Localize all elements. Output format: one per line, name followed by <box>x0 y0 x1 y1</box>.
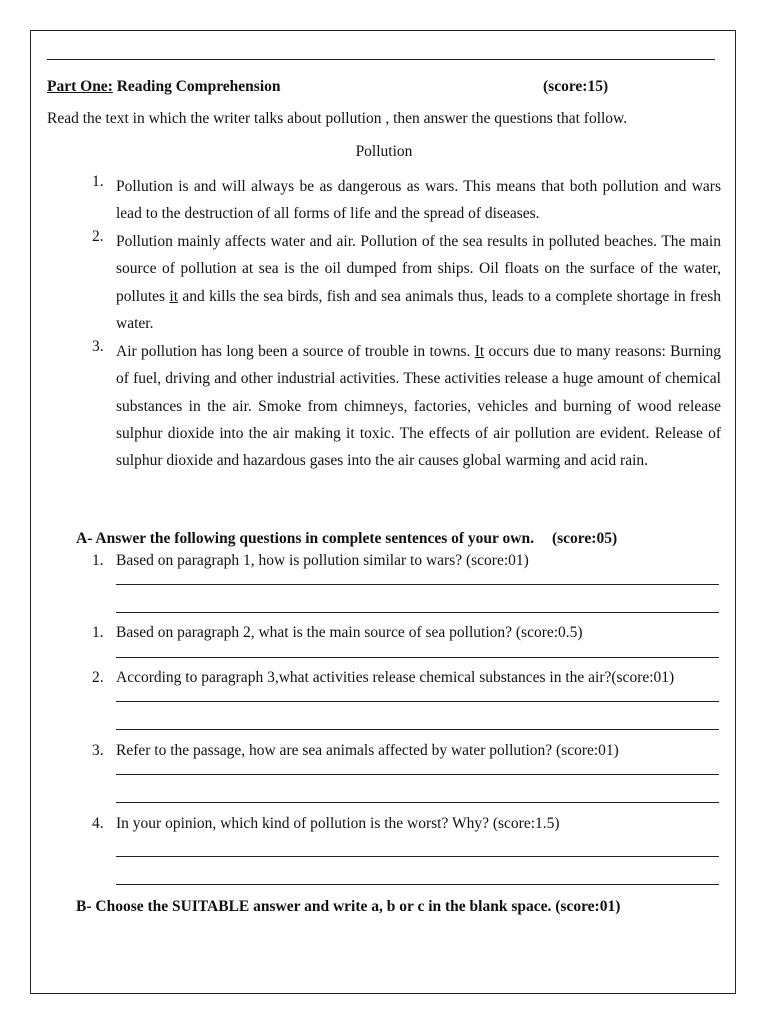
question-1: Based on paragraph 1, how is pollution similar to wars? (score:01) <box>116 552 529 569</box>
answer-line[interactable] <box>116 774 719 775</box>
question-number: 1. <box>92 624 104 641</box>
paragraph-text: and kills the sea birds, fish and sea animals thus, leads to a complete shortage in fresh water. <box>116 287 721 332</box>
question-2: Based on paragraph 2, what is the main source of sea pollution? (score:0.5) <box>116 624 583 641</box>
part-score: (score:15) <box>543 78 609 95</box>
underlined-reference: It <box>474 343 485 360</box>
part-header <box>47 78 715 96</box>
answer-line[interactable] <box>116 856 719 857</box>
answer-line[interactable] <box>116 612 719 613</box>
paragraph-text: Pollution mainly affects water and air. Pollution of the sea results in polluted beaches. The main source of pollution at sea is the oil dumped from ships. Oil floats on the surface of the water, pollutes <box>116 233 721 305</box>
answer-line[interactable] <box>116 584 719 585</box>
paragraph-text: Air pollution has long been a source of trouble in towns. <box>116 343 475 360</box>
paragraph-text: Pollution is and will always be as dangerous as wars. This means that both pollution and wars lead to the destruction of all forms of life and the spread of diseases. <box>116 178 721 223</box>
answer-line[interactable] <box>116 729 719 730</box>
question-5: In your opinion, which kind of pollution is the worst? Why? (score:1.5) <box>116 815 560 832</box>
part-label: Part One: <box>47 78 113 95</box>
question-3: According to paragraph 3,what activities release chemical substances in the air?(score:01) <box>116 669 675 686</box>
question-number: 4. <box>92 815 104 832</box>
instruction: Read the text in which the writer talks about pollution , then answer the questions that follow. <box>47 110 628 127</box>
paragraph-number: 1. <box>92 173 104 190</box>
paragraph-number: 2. <box>92 228 104 245</box>
question-number: 2. <box>92 669 104 686</box>
paragraph-number: 3. <box>92 338 104 355</box>
part-title: Reading Comprehension <box>112 78 281 95</box>
paragraph-2 <box>116 228 721 337</box>
paragraph-3 <box>116 338 721 474</box>
underlined-reference: it <box>169 287 179 305</box>
question-number: 1. <box>92 552 104 569</box>
answer-line[interactable] <box>116 802 719 803</box>
section-a-score: (score:05) <box>551 530 618 547</box>
paragraph-1 <box>116 173 721 228</box>
passage-title: Pollution <box>355 143 413 160</box>
section-a-heading: A- Answer the following questions in complete sentences of your own. <box>76 530 534 547</box>
answer-line[interactable] <box>116 701 719 702</box>
answer-line[interactable] <box>116 884 719 885</box>
question-number: 3. <box>92 742 104 759</box>
paragraph-text: occurs due to many reasons: Burning of fuel, driving and other industrial activities. These activities release a huge amount of chemical substances in the air. Smoke from chimneys, factories, vehicles and burning of wood release sulphur dioxide into the air making it toxic. The effects of air pollution are evident. Release of sulphur dioxide and hazardous gases into the air causes global warming and acid rain. <box>116 343 721 470</box>
section-b-title: B- Choose the SUITABLE answer and write a, b or c in the blank space. (score:01) <box>76 898 621 915</box>
section-a-title <box>76 530 617 548</box>
top-rule <box>47 59 715 60</box>
answer-line[interactable] <box>116 657 719 658</box>
question-4: Refer to the passage, how are sea animals affected by water pollution? (score:01) <box>116 742 619 759</box>
